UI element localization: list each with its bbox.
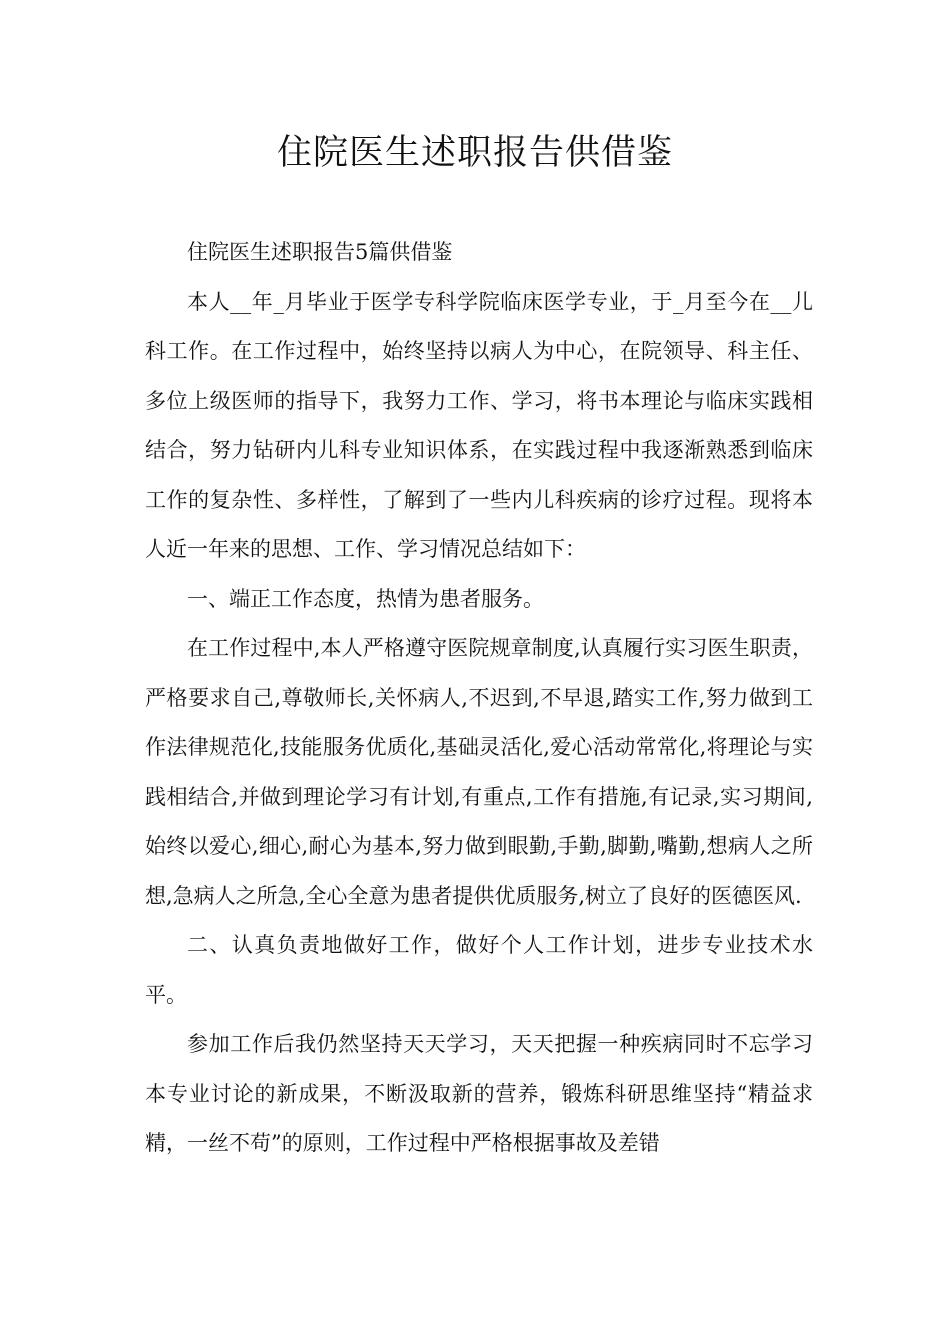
paragraph-section-1: 在工作过程中,本人严格遵守医院规章制度,认真履行实习医生职责，严格要求自己,尊敬师长,关怀病人,不迟到,不早退,踏实工作,努力做到工作法律规范化,技能服务优质化,基础灵活化,爱心活动常常化,将理论与实践相结合,并做到理论学习有计划,有重点,工作有措施,有记录,实习期间,始终以爱心,细心,耐心为基本,努力做到眼勤,手勤,脚勤,嘴勤,想病人之所想,急病人之所急,全心全意为患者提供优质服务,树立了良好的医德医风. (145, 636, 813, 908)
paragraph-introduction: 本人__年_月毕业于医学专科学院临床医学专业，于_月至今在__儿科工作。在工作过程中，始终坚持以病人为中心，在院领导、科主任、多位上级医师的指导下，我努力工作、学习，将书本理论与临床实践相结合，努力钻研内儿科专业知识体系，在实践过程中我逐渐熟悉到临床工作的复杂性、多样性，了解到了一些内儿科疾病的诊疗过程。现将本人近一年来的思想、工作、学习情况总结如下： (145, 289, 813, 561)
document-body (145, 228, 813, 1169)
document-title: 住院医生述职报告供借鉴 (276, 133, 673, 173)
section-heading-1: 一、端正工作态度，热情为患者服务。 (187, 586, 544, 611)
paragraph-subtitle: 住院医生述职报告5篇供借鉴 (187, 240, 453, 264)
section-heading-2: 二、认真负责地做好工作，做好个人工作计划，进步专业技术水平。 (145, 933, 813, 1007)
paragraph-section-2: 参加工作后我仍然坚持天天学习，天天把握一种疾病同时不忘学习本专业讨论的新成果，不断汲取新的营养，锻炼科研思维坚持“精益求精，一丝不苟”的原则，工作过程中严格根据事故及差错 (145, 1032, 813, 1155)
